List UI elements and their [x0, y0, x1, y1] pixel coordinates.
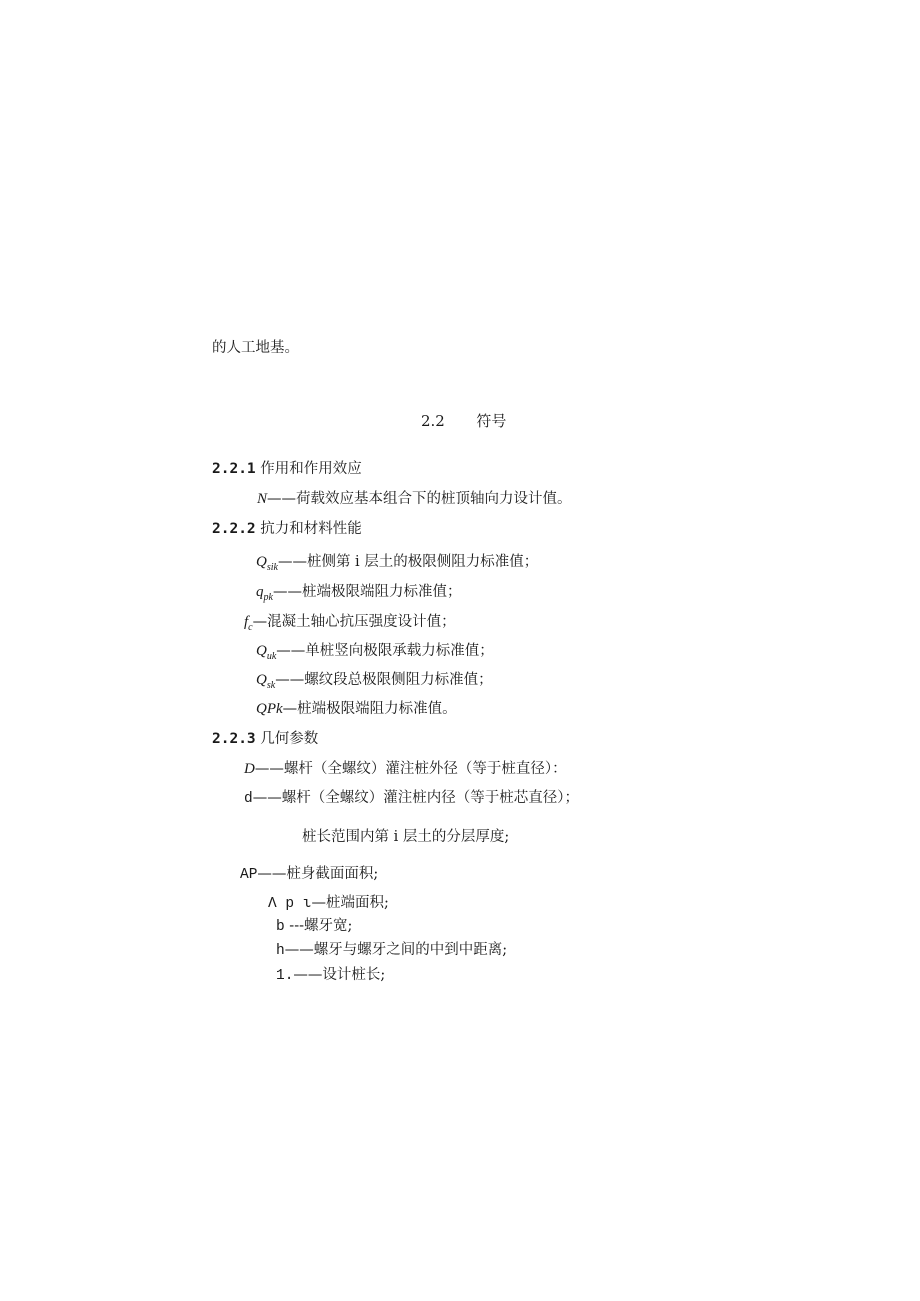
subsection-number: 2.2.2 — [212, 521, 256, 537]
symbol-description: ——桩身截面面积; — [257, 866, 379, 882]
symbol: Q — [256, 643, 267, 659]
symbol-description: ——桩侧第 i 层土的极限侧阻力标准值； — [277, 554, 539, 570]
symbol-description: ——螺杆（全螺纹）灌注桩内径（等于桩芯直径）； — [252, 790, 579, 806]
symbol-entry-AP — [240, 865, 378, 884]
symbol-subscript: sk — [266, 680, 276, 691]
symbol-description: ——螺杆（全螺纹）灌注桩外径（等于桩直径）： — [254, 761, 567, 777]
symbol: f — [244, 614, 249, 630]
symbol-entry-D — [244, 760, 567, 778]
symbol-subscript: c — [248, 622, 253, 633]
symbol: b — [276, 919, 285, 935]
symbol-description: —混凝土轴心抗压强度设计值； — [252, 614, 456, 630]
section-title: 符号 — [476, 412, 507, 430]
symbol: AP — [240, 867, 258, 883]
section-number: 2.2 — [421, 412, 445, 430]
symbol: D — [244, 761, 255, 777]
symbol-description: ——设计桩长; — [293, 967, 386, 983]
symbol-entry-Quk — [256, 642, 494, 666]
section-heading — [421, 412, 506, 430]
subsection-title: 作用和作用效应 — [260, 461, 362, 477]
symbol-description: ——单桩竖向极限承载力标准值； — [276, 643, 494, 659]
symbol-description: —桩端面积; — [311, 895, 389, 911]
symbol-description: —桩端极限端阻力标准值。 — [282, 701, 457, 717]
symbol-description: 桩长范围内第 i 层土的分层厚度; — [302, 829, 510, 845]
symbol-entry-b — [276, 917, 352, 936]
symbol-entry-QPk — [256, 700, 457, 718]
symbol: Q — [256, 672, 267, 688]
symbol: N — [257, 491, 268, 507]
symbol-description: ——桩端极限端阻力标准值； — [272, 584, 462, 600]
symbol-subscript: pk — [263, 592, 273, 603]
symbol: d — [244, 791, 253, 807]
symbol: h — [276, 943, 285, 959]
symbol: QPk — [256, 701, 283, 717]
symbol-description: ——螺牙与螺牙之间的中到中距离; — [284, 942, 508, 958]
paragraph-tail: 的人工地基。 — [212, 340, 299, 356]
symbol-entry-N — [257, 490, 572, 508]
symbol-entry-qpk — [256, 583, 461, 607]
symbol-description: ——荷载效应基本组合下的桩顶轴向力设计值。 — [267, 491, 572, 507]
subsection-title: 抗力和材料性能 — [260, 521, 362, 537]
symbol-description: ---螺牙宽; — [284, 918, 353, 934]
subsection-number: 2.2.3 — [212, 731, 256, 747]
symbol-subscript: uk — [266, 651, 277, 662]
symbol-entry-L — [276, 966, 385, 985]
subsection-title: 几何参数 — [260, 731, 319, 747]
symbol-entry-Apl — [268, 894, 389, 913]
subsection-heading-2-2-1 — [212, 460, 362, 478]
symbol: 1. — [276, 968, 294, 984]
symbol-entry-h — [276, 941, 507, 960]
symbol: q — [256, 584, 264, 600]
symbol-entry-fc — [244, 613, 456, 637]
symbol-entry-d — [244, 789, 579, 808]
symbol-entry-Qsk — [256, 671, 493, 695]
subsection-number: 2.2.1 — [212, 461, 256, 477]
symbol-description: ——螺纹段总极限侧阻力标准值； — [275, 672, 493, 688]
symbol: Λ p ι — [268, 896, 312, 912]
symbol-subscript: sik — [266, 562, 278, 573]
subsection-heading-2-2-2 — [212, 520, 362, 538]
symbol-entry-layer-thickness — [302, 828, 509, 846]
symbol: Q — [256, 554, 267, 570]
symbol-entry-Qsik — [256, 553, 538, 577]
subsection-heading-2-2-3 — [212, 730, 318, 748]
